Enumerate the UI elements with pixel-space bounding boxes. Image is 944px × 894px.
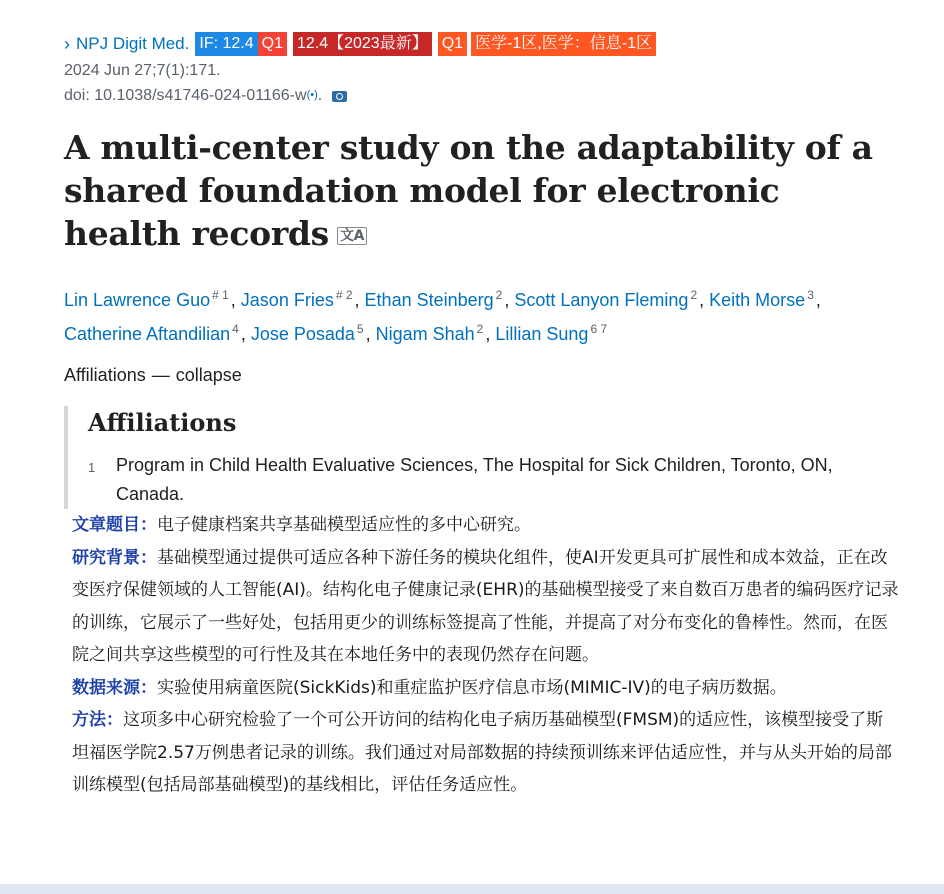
- summary-text: 基础模型通过提供可适应各种下游任务的模块化组件，使AI开发更具可扩展性和成本效益，正在改变医疗保健领域的人工智能(AI)。结构化电子健康记录(EHR)的基础模型接受了来自数百万患者的编码医疗记录的训练，它展示了一些好处，包括用更少的训练标签提高了性能，并提高了对分布变化的鲁棒性。然而，在医院之间共享这些模型的可行性及其在本地任务中的表现仍然存在问题。: [72, 547, 899, 665]
- article-title: [64, 126, 904, 255]
- affiliation-text: Program in Child Health Evaluative Sciences, The Hospital for Sick Children, Toronto, ON, Canada.: [116, 455, 833, 504]
- doi-suffix: .: [317, 87, 323, 104]
- signal-icon: (•): [306, 89, 318, 101]
- author-link[interactable]: Scott Lanyon Fleming: [514, 290, 689, 310]
- affiliation-number: 1: [88, 460, 96, 475]
- author-link[interactable]: Catherine Aftandilian: [64, 324, 231, 344]
- journal-link[interactable]: [64, 34, 189, 54]
- summary-text: 电子健康档案共享基础模型适应性的多中心研究。: [157, 515, 531, 535]
- author-affiliation-sup[interactable]: # 2: [335, 288, 353, 302]
- author-list: Lin Lawrence Guo $^{\# 1}$ , Jason Fries $^{\# 2}$ , Ethan Steinberg $^2$ , Scott Lanyon Fleming $^2$ , Keith Morse $^3$ , Catherine Aftandilian $^4$ , Jose Posada $^5$ , Nigam Shah $^2$ , Lillian Sung $^{6 7}$: [64, 288, 821, 344]
- author-link[interactable]: Jose Posada: [250, 324, 355, 344]
- author-affiliation-sup[interactable]: 2: [495, 288, 503, 302]
- author-link[interactable]: Lin Lawrence Guo: [64, 290, 211, 310]
- author-link[interactable]: Lillian Sung: [495, 324, 589, 344]
- author-link[interactable]: Nigam Shah: [375, 324, 475, 344]
- author-affiliation-sup[interactable]: 3: [807, 288, 814, 302]
- author-affiliation-sup[interactable]: 2: [690, 288, 698, 302]
- affiliations-toggle[interactable]: [64, 365, 904, 386]
- author-link[interactable]: Keith Morse: [709, 290, 806, 310]
- camera-icon[interactable]: [332, 91, 347, 102]
- author-affiliation-sup[interactable]: # 1: [212, 288, 229, 302]
- summary-paragraph: [72, 672, 900, 705]
- author-affiliation-sup[interactable]: 2: [476, 322, 484, 336]
- summary-paragraph: [72, 542, 900, 672]
- summary-label: 数据来源：: [72, 677, 157, 698]
- summary-label: 方法：: [72, 710, 123, 730]
- category-badge: 医学-1区,医学：信息-1区: [471, 32, 656, 56]
- collapse-link[interactable]: collapse: [175, 365, 242, 385]
- doi-text[interactable]: doi: 10.1038/s41746-024-01166-w: [64, 87, 307, 104]
- impact-factor-badge: IF: 12.4: [195, 32, 257, 56]
- journal-line: [64, 30, 904, 58]
- impact-factor-2023-badge: 12.4【2023最新】: [293, 32, 432, 56]
- quartile-badge-2: Q1: [438, 32, 467, 56]
- author-link[interactable]: Jason Fries: [240, 290, 334, 310]
- author-affiliation-sup[interactable]: 6 7: [590, 322, 608, 336]
- article-title-text: A multi-center study on the adaptability of a shared foundation model for electronic health records: [64, 128, 873, 253]
- summary-paragraph: [72, 704, 900, 802]
- quartile-badge: Q1: [258, 32, 287, 56]
- summary-paragraph: [72, 509, 900, 542]
- translate-icon[interactable]: 文A: [337, 227, 367, 245]
- chevron-right-icon: ›: [64, 34, 70, 54]
- affiliation-item: [88, 451, 888, 509]
- doi-line: [64, 83, 904, 108]
- summary-label: 文章题目：: [72, 515, 157, 535]
- summary-text: 实验使用病童医院(SickKids)和重症监护医疗信息市场(MIMIC-IV)的电子病历数据。: [157, 677, 787, 698]
- bottom-scroll-bar: [0, 884, 944, 894]
- summary-text: 这项多中心研究检验了一个可公开访问的结构化电子病历基础模型(FMSM)的适应性，该模型接受了斯坦福医学院2.57万例患者记录的训练。我们通过对局部数据的持续预训练来评估适应性，并与从头开始的局部训练模型(包括局部基础模型)的基线相比，评估任务适应性。: [72, 710, 892, 795]
- journal-name[interactable]: NPJ Digit Med.: [76, 34, 190, 53]
- author-affiliation-sup[interactable]: 4: [232, 322, 239, 336]
- chinese-summary: [72, 509, 900, 802]
- affiliations-panel: [64, 406, 888, 509]
- summary-label: 研究背景：: [72, 547, 157, 568]
- article-header: [64, 30, 904, 509]
- publication-date: 2024 Jun 27;7(1):171.: [64, 62, 221, 79]
- author-link[interactable]: Ethan Steinberg: [364, 290, 494, 310]
- affiliations-heading: Affiliations: [88, 408, 237, 437]
- affiliations-toggle-label: Affiliations: [64, 365, 146, 385]
- affiliations-toggle-separator: —: [151, 365, 170, 385]
- author-affiliation-sup[interactable]: 5: [356, 322, 364, 336]
